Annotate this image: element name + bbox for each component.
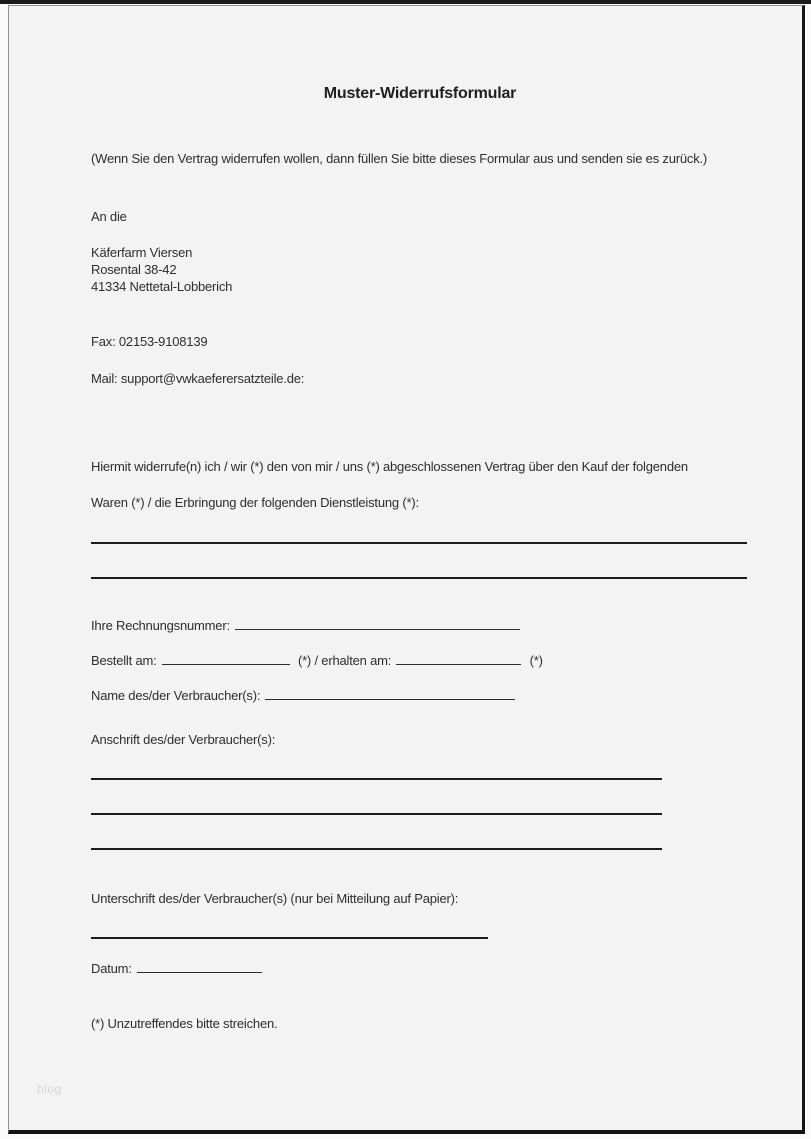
invoice-number-label: Ihre Rechnungsnummer: bbox=[91, 618, 230, 633]
order-date-row bbox=[91, 652, 543, 669]
goods-blank-line-1 bbox=[91, 542, 747, 544]
declaration-line-2: Waren (*) / die Erbringung der folgenden Dienstleistung (*): bbox=[91, 495, 419, 510]
received-on-blank-line bbox=[396, 652, 521, 665]
intro-note: (Wenn Sie den Vertrag widerrufen wollen, dann füllen Sie bitte dieses Formular aus und senden sie es zurück.) bbox=[91, 151, 708, 166]
received-on-star-note: (*) bbox=[529, 653, 543, 668]
recipient-name: Käferfarm Viersen bbox=[91, 245, 193, 260]
invoice-number-row bbox=[91, 617, 520, 634]
invoice-number-blank-line bbox=[235, 617, 520, 630]
recipient-address-block bbox=[91, 244, 232, 295]
page-title: Muster-Widerrufsformular bbox=[323, 85, 517, 102]
recipient-city: 41334 Nettetal-Lobberich bbox=[91, 279, 233, 294]
consumer-name-blank-line bbox=[265, 687, 515, 700]
blog-watermark: blog bbox=[37, 1082, 62, 1096]
recipient-street: Rosental 38-42 bbox=[91, 262, 177, 277]
signature-label: Unterschrift des/der Verbraucher(s) (nur bei Mitteilung auf Papier): bbox=[91, 891, 459, 906]
withdrawal-form-page bbox=[8, 5, 805, 1134]
recipient-salutation: An die bbox=[91, 209, 127, 224]
declaration-line-1: Hiermit widerrufe(n) ich / wir (*) den von mir / uns (*) abgeschlossenen Vertrag über den Kauf der folgenden bbox=[91, 459, 688, 474]
consumer-address-blank-line-3 bbox=[91, 848, 662, 850]
consumer-name-label: Name des/der Verbraucher(s): bbox=[91, 688, 261, 703]
received-on-label: (*) / erhalten am: bbox=[297, 653, 392, 668]
signature-blank-line bbox=[91, 937, 488, 939]
date-row bbox=[91, 960, 262, 977]
goods-blank-line-2 bbox=[91, 577, 747, 579]
consumer-address-label: Anschrift des/der Verbraucher(s): bbox=[91, 732, 276, 747]
date-label: Datum: bbox=[91, 961, 132, 976]
window-top-edge bbox=[0, 0, 811, 4]
recipient-mail: Mail: support@vwkaeferersatzteile.de: bbox=[91, 371, 305, 386]
ordered-on-label: Bestellt am: bbox=[91, 653, 157, 668]
ordered-on-blank-line bbox=[162, 652, 290, 665]
consumer-address-blank-line-2 bbox=[91, 813, 662, 815]
consumer-name-row bbox=[91, 687, 515, 704]
recipient-fax: Fax: 02153-9108139 bbox=[91, 334, 208, 349]
footnote: (*) Unzutreffendes bitte streichen. bbox=[91, 1016, 278, 1031]
date-blank-line bbox=[137, 960, 262, 973]
consumer-address-blank-line-1 bbox=[91, 778, 662, 780]
